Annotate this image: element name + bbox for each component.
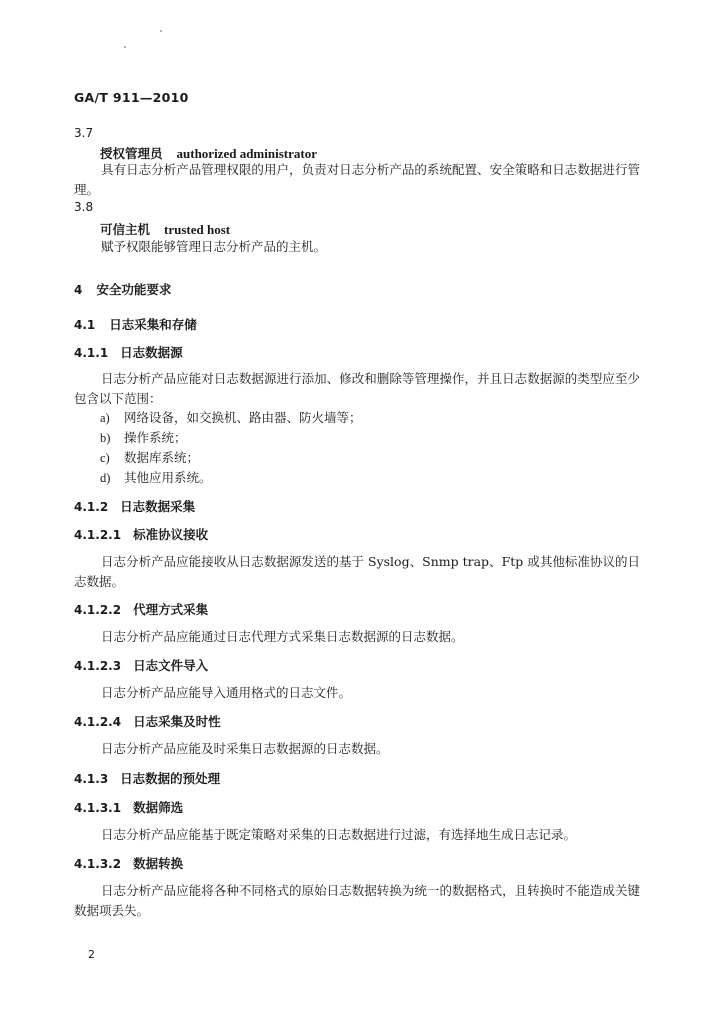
clause-number-3-8: 3.8 — [74, 200, 94, 214]
heading-number: 4.1.2.3 — [74, 659, 122, 673]
heading-4-1-2-3 — [74, 655, 208, 674]
heading-4-1-2-1 — [74, 524, 208, 543]
list-text: 操作系统； — [124, 430, 187, 445]
paragraph-4-1-3-1: 日志分析产品应能基于既定策略对采集的日志数据进行过滤，有选择地生成日志记录。 — [101, 827, 577, 842]
heading-title: 日志数据采集 — [120, 499, 196, 514]
heading-number: 4.1.2.4 — [74, 715, 122, 729]
list-item — [100, 408, 362, 426]
paragraph-4-1-2-4: 日志分析产品应能及时采集日志数据源的日志数据。 — [101, 741, 389, 756]
list-item — [100, 448, 199, 466]
paragraph-4-1-1: 日志分析产品应能对日志数据源进行添加、修改和删除等管理操作，并且日志数据源的类型应至少包含以下范围： — [74, 371, 640, 406]
list-label: a) — [100, 411, 110, 425]
paragraph-4-1-2-1: 日志分析产品应能接收从日志数据源发送的基于 Syslog、Snmp trap、Ftp 或其他标准协议的日志数据。 — [74, 554, 640, 589]
heading-title: 数据转换 — [133, 856, 184, 871]
heading-number: 4 — [74, 283, 83, 297]
heading-title: 安全功能要求 — [96, 282, 172, 297]
heading-title: 日志文件导入 — [133, 658, 209, 673]
heading-4-1-1 — [74, 342, 183, 361]
list-label: b) — [100, 431, 111, 445]
term-3-8 — [100, 219, 230, 238]
heading-title: 代理方式采集 — [133, 602, 209, 617]
heading-number: 4.1.3.2 — [74, 857, 122, 871]
heading-4-1-3 — [74, 768, 220, 787]
paragraph-4-1-2-3: 日志分析产品应能导入通用格式的日志文件。 — [101, 685, 352, 700]
heading-number: 4.1.3.1 — [74, 801, 122, 815]
heading-title: 日志数据源 — [120, 345, 183, 360]
heading-number: 4.1.1 — [74, 346, 109, 360]
heading-number: 4.1.2 — [74, 500, 109, 514]
heading-number: 4.1 — [74, 318, 96, 332]
heading-4-1-2-2 — [74, 599, 208, 618]
paragraph-4-1-2-2: 日志分析产品应能通过日志代理方式采集日志数据源的日志数据。 — [101, 629, 464, 644]
list-text: 网络设备，如交换机、路由器、防火墙等； — [124, 410, 362, 425]
heading-number: 4.1.2.2 — [74, 603, 122, 617]
list-text: 数据库系统； — [124, 450, 200, 465]
list-text: 其他应用系统。 — [124, 470, 212, 485]
scan-speck — [124, 46, 126, 48]
list-item — [100, 468, 212, 486]
term-en: authorized administrator — [176, 146, 317, 161]
heading-title: 日志采集和存储 — [109, 317, 197, 332]
term-cn: 授权管理员 — [100, 146, 163, 161]
list-label: c) — [100, 451, 110, 465]
heading-4-1-2-4 — [74, 711, 221, 730]
heading-4-1-3-1 — [74, 797, 183, 816]
heading-4 — [74, 279, 171, 298]
heading-title: 数据筛选 — [133, 800, 184, 815]
paragraph-4-1-3-2: 日志分析产品应能将各种不同格式的原始日志数据转换为统一的数据格式，且转换时不能造成关键数据项丢失。 — [74, 883, 640, 918]
term-cn: 可信主机 — [100, 222, 151, 237]
heading-number: 4.1.3 — [74, 772, 109, 786]
clause-number-3-7: 3.7 — [74, 126, 94, 140]
page-number: 2 — [88, 948, 95, 961]
definition-3-7: 具有日志分析产品管理权限的用户，负责对日志分析产品的系统配置、安全策略和日志数据进行管理。 — [74, 162, 640, 197]
heading-title: 日志数据的预处理 — [120, 771, 221, 786]
list-label: d) — [100, 471, 111, 485]
heading-title: 标准协议接收 — [133, 527, 209, 542]
heading-4-1 — [74, 314, 197, 333]
heading-4-1-3-2 — [74, 853, 183, 872]
term-en: trusted host — [164, 222, 231, 237]
heading-4-1-2 — [74, 496, 195, 515]
scan-speck — [160, 30, 162, 32]
definition-3-8: 赋予权限能够管理日志分析产品的主机。 — [101, 239, 327, 254]
heading-number: 4.1.2.1 — [74, 528, 122, 542]
list-item — [100, 428, 187, 446]
heading-title: 日志采集及时性 — [133, 714, 221, 729]
standard-header: GA/T 911—2010 — [74, 90, 189, 105]
